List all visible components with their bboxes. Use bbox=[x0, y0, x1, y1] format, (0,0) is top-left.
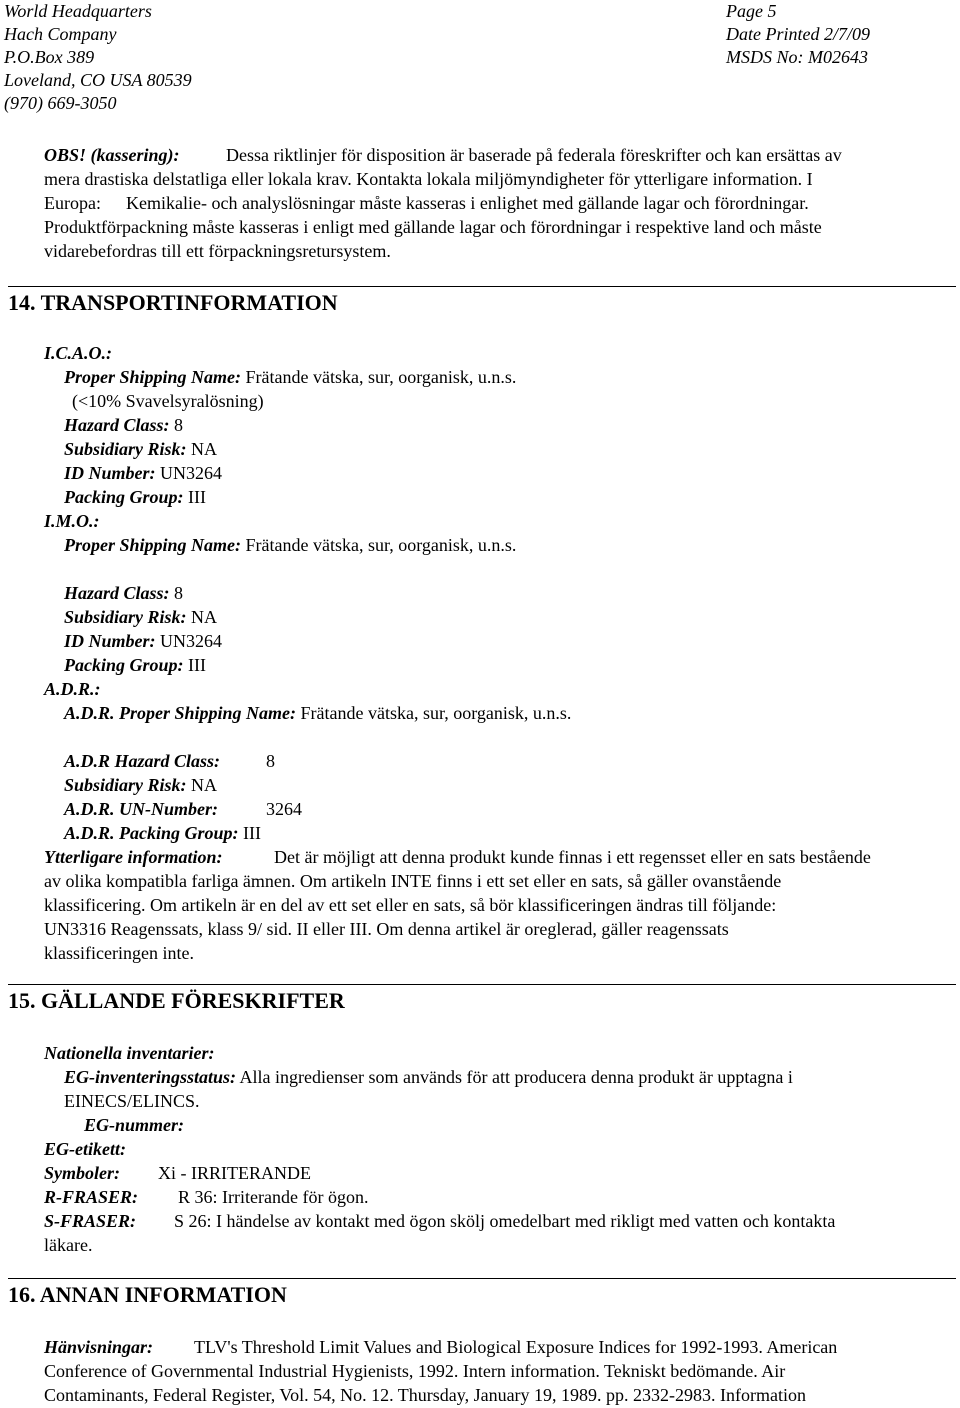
field-label: R-FRASER: bbox=[44, 1187, 139, 1207]
header-company-line: World Headquarters bbox=[4, 1, 152, 21]
r-phrases-row bbox=[44, 1186, 368, 1208]
additional-info-line-2: av olika kompatibla farliga ämnen. Om artikeln INTE finns i ett set eller en sats, så gäller ovanstående bbox=[44, 871, 782, 891]
s-phrases-cont: läkare. bbox=[44, 1235, 93, 1255]
page-number: Page 5 bbox=[726, 1, 777, 21]
imo-label: I.M.O.: bbox=[44, 511, 100, 531]
disposal-text: Dessa riktlinjer för disposition är baserade på federala föreskrifter och kan ersättas av bbox=[226, 145, 842, 165]
field-value: III bbox=[243, 823, 261, 843]
adr-psn bbox=[64, 702, 571, 724]
field-label: Proper Shipping Name: bbox=[64, 367, 242, 387]
field-value: NA bbox=[191, 439, 218, 459]
field-label: Packing Group: bbox=[64, 655, 184, 675]
icao-psn bbox=[64, 366, 516, 388]
adr-label: A.D.R.: bbox=[44, 679, 101, 699]
imo-id-number bbox=[64, 630, 222, 652]
header-company-line: (970) 669-3050 bbox=[4, 93, 117, 113]
disposal-line-1 bbox=[44, 144, 842, 166]
icao-hazard-class bbox=[64, 414, 183, 436]
field-value: Xi - IRRITERANDE bbox=[158, 1163, 311, 1183]
field-label: Subsidiary Risk: bbox=[64, 439, 187, 459]
imo-subsidiary-risk bbox=[64, 606, 217, 628]
field-label: A.D.R. UN-Number: bbox=[64, 799, 219, 819]
field-label: Hazard Class: bbox=[64, 583, 170, 603]
field-value: NA bbox=[191, 775, 218, 795]
field-label: Proper Shipping Name: bbox=[64, 535, 242, 555]
additional-info-line-3: klassificering. Om artikeln är en del av ett set eller en sats, så bör klassificeringen ändras till följande: bbox=[44, 895, 777, 915]
references-line-3: Contaminants, Federal Register, Vol. 54, No. 12. Thursday, January 19, 1989. pp. 2332-2983. Information bbox=[44, 1385, 807, 1405]
header-company-line: P.O.Box 389 bbox=[4, 47, 95, 67]
field-value: Det är möjligt att denna produkt kunde finnas i ett regensset eller en sats bestående bbox=[274, 847, 871, 867]
field-value: Frätande vätska, sur, oorganisk, u.n.s. bbox=[245, 535, 517, 555]
national-inventory-label: Nationella inventarier: bbox=[44, 1043, 215, 1063]
s-phrases-row bbox=[44, 1210, 835, 1232]
field-value: 8 bbox=[174, 583, 184, 603]
field-value: S 26: I händelse av kontakt med ögon skölj omedelbart med rikligt med vatten och kontakta bbox=[174, 1211, 836, 1231]
field-label: ID Number: bbox=[64, 463, 156, 483]
imo-packing-group bbox=[64, 654, 206, 676]
header-company-line: Hach Company bbox=[4, 24, 117, 44]
date-printed: Date Printed 2/7/09 bbox=[726, 24, 870, 44]
field-value: 3264 bbox=[266, 799, 302, 819]
field-value: III bbox=[188, 655, 206, 675]
references-line-1 bbox=[44, 1336, 837, 1358]
disposal-line-2: mera drastiska delstatliga eller lokala krav. Kontakta lokala miljömyndigheter för ytterligare information. I bbox=[44, 169, 813, 189]
icao-id-number bbox=[64, 462, 222, 484]
additional-info-line-5: klassificeringen inte. bbox=[44, 943, 194, 963]
disposal-line-4: Produktförpackning måste kasseras i enligt med gällande lagar och förordningar i respektive land och måste bbox=[44, 217, 822, 237]
field-label: Hänvisningar: bbox=[44, 1337, 154, 1357]
field-label: ID Number: bbox=[64, 631, 156, 651]
field-value: R 36: Irriterande för ögon. bbox=[178, 1187, 369, 1207]
eg-inventory-status-cont: EINECS/ELINCS. bbox=[64, 1091, 200, 1111]
section-divider bbox=[8, 984, 956, 985]
adr-packing-group bbox=[64, 822, 261, 844]
field-label: Hazard Class: bbox=[64, 415, 170, 435]
field-label: Subsidiary Risk: bbox=[64, 607, 187, 627]
msds-number: MSDS No: M02643 bbox=[726, 47, 868, 67]
eg-label-label: EG-etikett: bbox=[44, 1139, 126, 1159]
additional-info-line-4: UN3316 Reagenssats, klass 9/ sid. II eller III. Om denna artikel är oreglerad, gäller reagenssats bbox=[44, 919, 729, 939]
field-label: Symboler: bbox=[44, 1163, 120, 1183]
field-value: 8 bbox=[266, 751, 275, 771]
field-label: Packing Group: bbox=[64, 487, 184, 507]
field-value: TLV's Threshold Limit Values and Biological Exposure Indices for 1992-1993. American bbox=[194, 1337, 838, 1357]
icao-packing-group bbox=[64, 486, 206, 508]
field-value: III bbox=[188, 487, 206, 507]
adr-un-number bbox=[64, 798, 302, 820]
section-16-title: 16. ANNAN INFORMATION bbox=[8, 1282, 287, 1307]
field-label: Subsidiary Risk: bbox=[64, 775, 187, 795]
field-value: UN3264 bbox=[160, 631, 223, 651]
section-divider bbox=[8, 286, 956, 287]
field-value: Frätande vätska, sur, oorganisk, u.n.s. bbox=[300, 703, 572, 723]
section-15-title: 15. GÄLLANDE FÖRESKRIFTER bbox=[8, 988, 345, 1013]
europe-label: Europa: bbox=[44, 193, 101, 213]
disposal-line-5: vidarebefordras till ett förpackningsretursystem. bbox=[44, 241, 391, 261]
header-company-line: Loveland, CO USA 80539 bbox=[4, 70, 192, 90]
field-label: A.D.R Hazard Class: bbox=[64, 751, 221, 771]
field-value: UN3264 bbox=[160, 463, 223, 483]
imo-hazard-class bbox=[64, 582, 183, 604]
eg-number-label: EG-nummer: bbox=[84, 1115, 185, 1135]
adr-subsidiary-risk bbox=[64, 774, 217, 796]
section-14-title: 14. TRANSPORTINFORMATION bbox=[8, 290, 338, 315]
additional-info-line-1 bbox=[44, 846, 871, 868]
symbols-row bbox=[44, 1162, 311, 1184]
eg-inventory-status bbox=[64, 1066, 793, 1088]
icao-subsidiary-risk bbox=[64, 438, 217, 460]
field-label: A.D.R. Packing Group: bbox=[64, 823, 239, 843]
field-label: Ytterligare information: bbox=[44, 847, 223, 867]
field-value: NA bbox=[191, 607, 218, 627]
disposal-label: OBS! (kassering): bbox=[44, 145, 180, 165]
adr-hazard-class bbox=[64, 750, 275, 772]
field-label: A.D.R. Proper Shipping Name: bbox=[64, 703, 297, 723]
section-divider bbox=[8, 1278, 956, 1279]
field-label: EG-inventeringsstatus: bbox=[64, 1067, 237, 1087]
icao-psn-note: (<10% Svavelsyralösning) bbox=[72, 391, 264, 411]
field-value: 8 bbox=[174, 415, 184, 435]
field-label: S-FRASER: bbox=[44, 1211, 137, 1231]
references-line-2: Conference of Governmental Industrial Hygienists, 1992. Intern information. Tekniskt bedömande. Air bbox=[44, 1361, 786, 1381]
imo-psn bbox=[64, 534, 516, 556]
field-value: Frätande vätska, sur, oorganisk, u.n.s. bbox=[245, 367, 517, 387]
disposal-text: Kemikalie- och analyslösningar måste kasseras i enlighet med gällande lagar och förordningar. bbox=[126, 193, 809, 213]
disposal-line-3 bbox=[44, 192, 809, 214]
icao-label: I.C.A.O.: bbox=[44, 343, 113, 363]
field-value: Alla ingredienser som används för att producera denna produkt är upptagna i bbox=[239, 1067, 793, 1087]
